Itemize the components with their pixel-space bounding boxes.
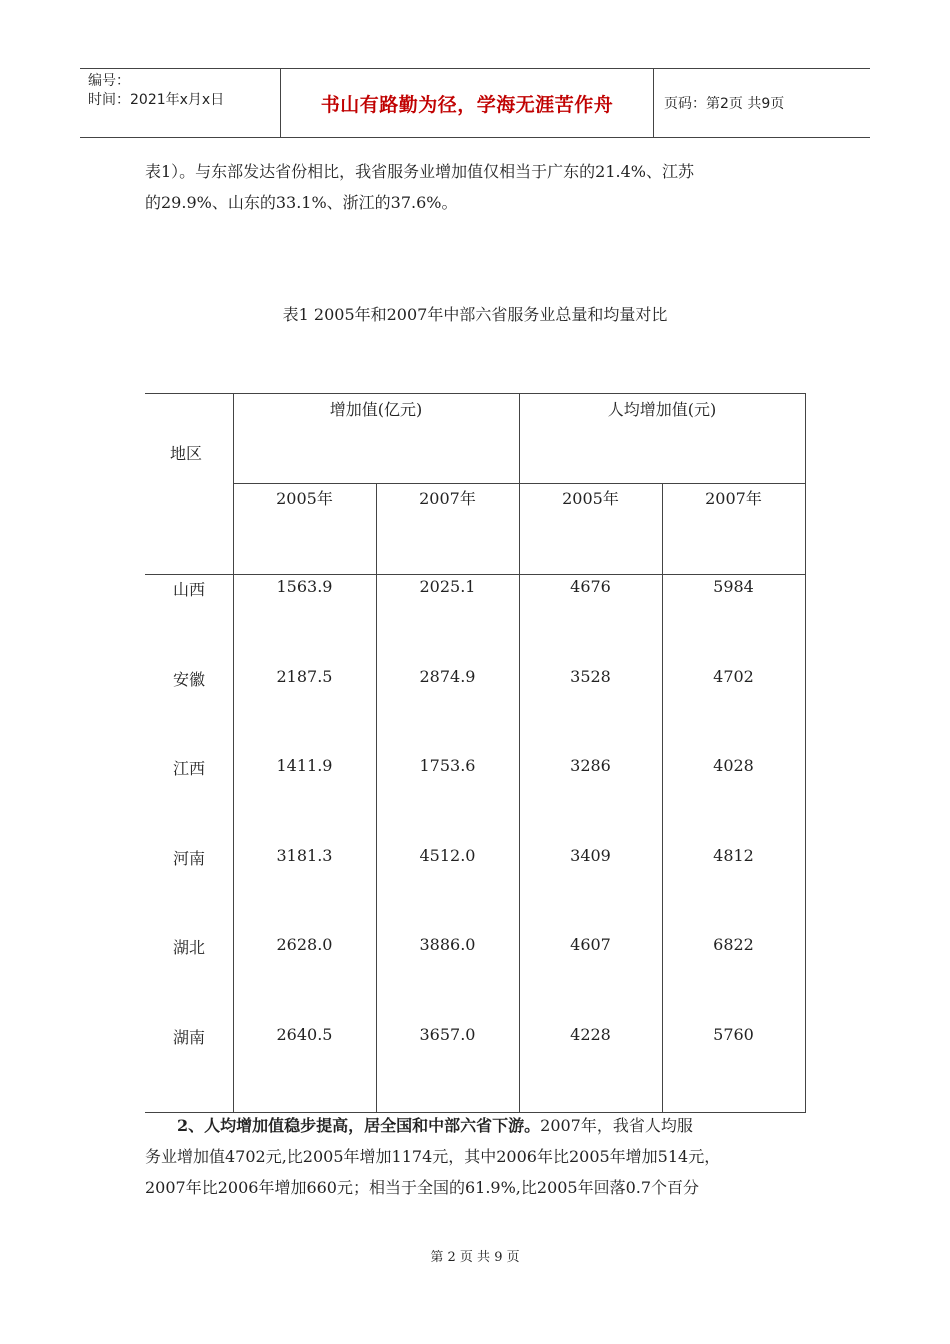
page-footer: 第 2 页 共 9 页	[430, 1250, 520, 1265]
row-percapita-2007: 5760	[713, 1025, 754, 1044]
row-value-2007: 3886.0	[419, 935, 476, 954]
intro-line-1: 表1）。与东部发达省份相比，我省服务业增加值仅相当于广东的21.4%、江苏	[145, 162, 695, 181]
row-percapita-2007: 4028	[713, 756, 754, 775]
row-percapita-2007: 5984	[713, 577, 754, 596]
section2-line-1-text: 2007年，我省人均服	[540, 1116, 693, 1135]
row-value-2007: 2874.9	[419, 667, 476, 686]
intro-paragraph	[145, 156, 810, 218]
section2-line-2: 务业增加值4702元,比2005年增加1174元，其中2006年比2005年增加514元，	[145, 1147, 721, 1166]
row-percapita-2007: 4812	[713, 846, 754, 865]
table-header-bottom-border	[145, 574, 806, 575]
table-right-border	[805, 393, 806, 1113]
row-value-2005: 2187.5	[276, 667, 333, 686]
row-value-2007: 2025.1	[419, 577, 476, 596]
row-region: 山西	[172, 580, 205, 599]
section2-line-3: 2007年比2006年增加660元；相当于全国的61.9%,比2005年回落0.7个百分	[145, 1178, 700, 1197]
row-value-2007: 4512.0	[419, 846, 476, 865]
row-region: 江西	[172, 759, 205, 778]
page-header	[80, 68, 870, 138]
year-header-value-2005: 2005年	[276, 489, 333, 508]
year-header-percapita-2005: 2005年	[562, 489, 619, 508]
section2-heading: 2、人均增加值稳步提高，居全国和中部六省下游。	[177, 1116, 541, 1135]
row-value-2005: 2628.0	[276, 935, 333, 954]
row-percapita-2005: 4607	[570, 935, 611, 954]
row-value-2005: 1563.9	[276, 577, 333, 596]
section2-paragraph	[145, 1110, 810, 1203]
row-value-2007: 1753.6	[419, 756, 476, 775]
header-motto: 书山有路勤为径，学海无涯苦作舟	[281, 69, 654, 137]
row-region: 河南	[172, 849, 205, 868]
header-number-label: 编号：	[88, 73, 130, 89]
row-percapita-2005: 3409	[570, 846, 611, 865]
year-header-value-2007: 2007年	[419, 489, 476, 508]
row-value-2005: 3181.3	[276, 846, 333, 865]
region-header: 地区	[170, 444, 203, 463]
row-percapita-2007: 4702	[713, 667, 754, 686]
year-header-percapita-2007: 2007年	[705, 489, 762, 508]
table-top-border	[145, 393, 806, 394]
header-page-label: 页码：第2页 共9页	[664, 96, 785, 112]
row-region: 湖南	[172, 1028, 205, 1047]
table-caption: 表1 2005年和2007年中部六省服务业总量和均量对比	[282, 305, 668, 324]
header-time-label: 时间：2021年x月x日	[88, 92, 225, 108]
row-region: 安徽	[172, 670, 205, 689]
row-value-2005: 2640.5	[276, 1025, 333, 1044]
row-percapita-2005: 3528	[570, 667, 611, 686]
comparison-table	[145, 393, 806, 1113]
added-value-header: 增加值(亿元)	[329, 400, 423, 419]
intro-line-2: 的29.9%、山东的33.1%、浙江的37.6%。	[145, 193, 458, 212]
row-percapita-2005: 4676	[570, 577, 611, 596]
row-percapita-2005: 4228	[570, 1025, 611, 1044]
header-left-cell	[80, 69, 281, 137]
row-percapita-2007: 6822	[713, 935, 754, 954]
per-capita-header: 人均增加值(元)	[607, 400, 717, 419]
row-value-2005: 1411.9	[276, 756, 333, 775]
row-region: 湖北	[172, 938, 205, 957]
row-percapita-2005: 3286	[570, 756, 611, 775]
section2-line-1	[145, 1116, 693, 1135]
row-value-2007: 3657.0	[419, 1025, 476, 1044]
